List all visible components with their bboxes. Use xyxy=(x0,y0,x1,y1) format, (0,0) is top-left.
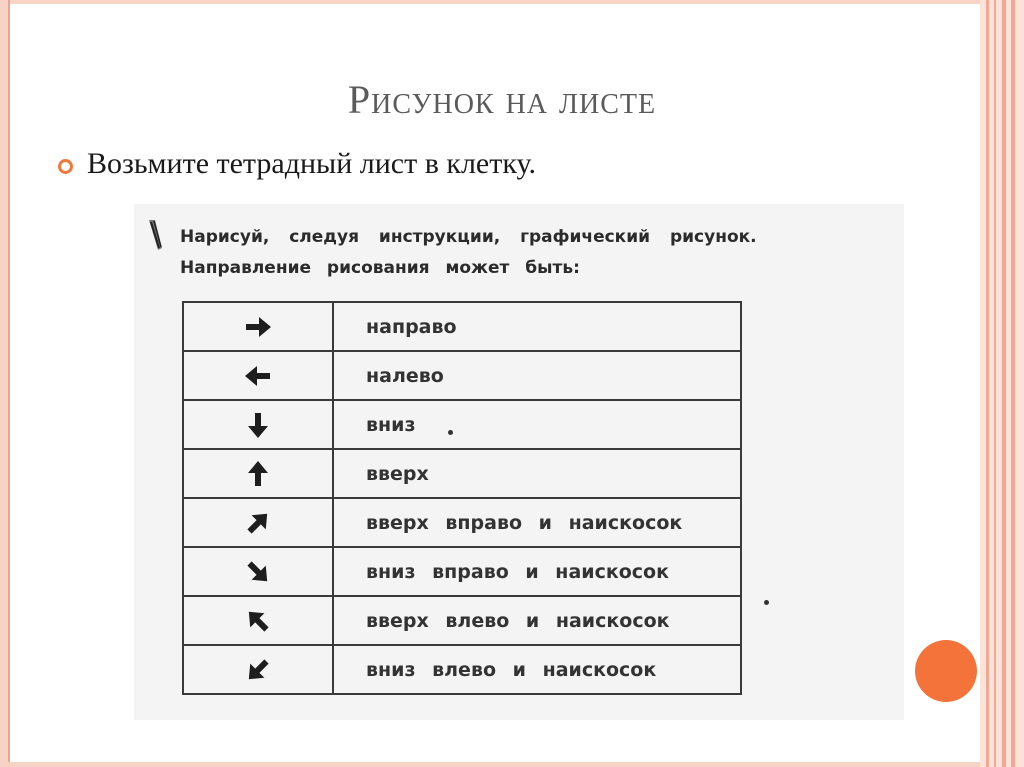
direction-label: вверх вправо и наискосок xyxy=(333,498,741,547)
arrow-down-icon xyxy=(241,408,275,442)
slide-title: Рисунок на листе xyxy=(347,77,657,122)
direction-label: вниз вправо и наискосок xyxy=(333,547,741,596)
pencil-icon xyxy=(146,218,164,252)
table-row xyxy=(183,302,741,351)
direction-label: направо xyxy=(333,302,741,351)
arrow-down-right-icon xyxy=(241,555,275,589)
directions-table xyxy=(182,301,742,695)
bullet-circle-icon xyxy=(58,159,73,174)
bullet-text: Возьмите тетрадный лист в клетку. xyxy=(87,147,536,180)
arrow-cell xyxy=(183,547,333,596)
arrow-cell xyxy=(183,302,333,351)
arrow-cell xyxy=(183,645,333,694)
table-row xyxy=(183,400,741,449)
arrow-cell xyxy=(183,351,333,400)
table-row xyxy=(183,351,741,400)
instruction-line-1: Нарисуй, следуя инструкции, графический рисунок. xyxy=(180,227,757,247)
direction-label: вверх влево и наискосок xyxy=(333,596,741,645)
instruction-line-2: Направление рисования может быть: xyxy=(180,258,580,278)
arrow-down-left-icon xyxy=(241,653,275,687)
table-row xyxy=(183,645,741,694)
slide-frame-top xyxy=(0,0,1024,4)
table-row xyxy=(183,449,741,498)
table-row xyxy=(183,498,741,547)
arrow-left-icon xyxy=(241,359,275,393)
direction-label: вниз влево и наискосок xyxy=(333,645,741,694)
worksheet-instruction xyxy=(180,222,900,284)
direction-label: вверх xyxy=(333,449,741,498)
bullet-item xyxy=(58,144,536,184)
arrow-cell xyxy=(183,400,333,449)
arrow-cell xyxy=(183,596,333,645)
arrow-up-icon xyxy=(241,457,275,491)
arrow-up-right-icon xyxy=(241,506,275,540)
scan-speck xyxy=(764,600,769,605)
scan-speck xyxy=(448,430,453,435)
arrow-cell xyxy=(183,498,333,547)
slide-frame-bottom xyxy=(0,762,1024,767)
arrow-cell xyxy=(183,449,333,498)
table-row xyxy=(183,596,741,645)
arrow-right-icon xyxy=(241,310,275,344)
arrow-up-left-icon xyxy=(241,604,275,638)
table-row xyxy=(183,547,741,596)
decorative-orange-circle xyxy=(915,640,977,702)
direction-label: налево xyxy=(333,351,741,400)
direction-label: вниз xyxy=(333,400,741,449)
scanned-worksheet-image xyxy=(134,204,904,720)
